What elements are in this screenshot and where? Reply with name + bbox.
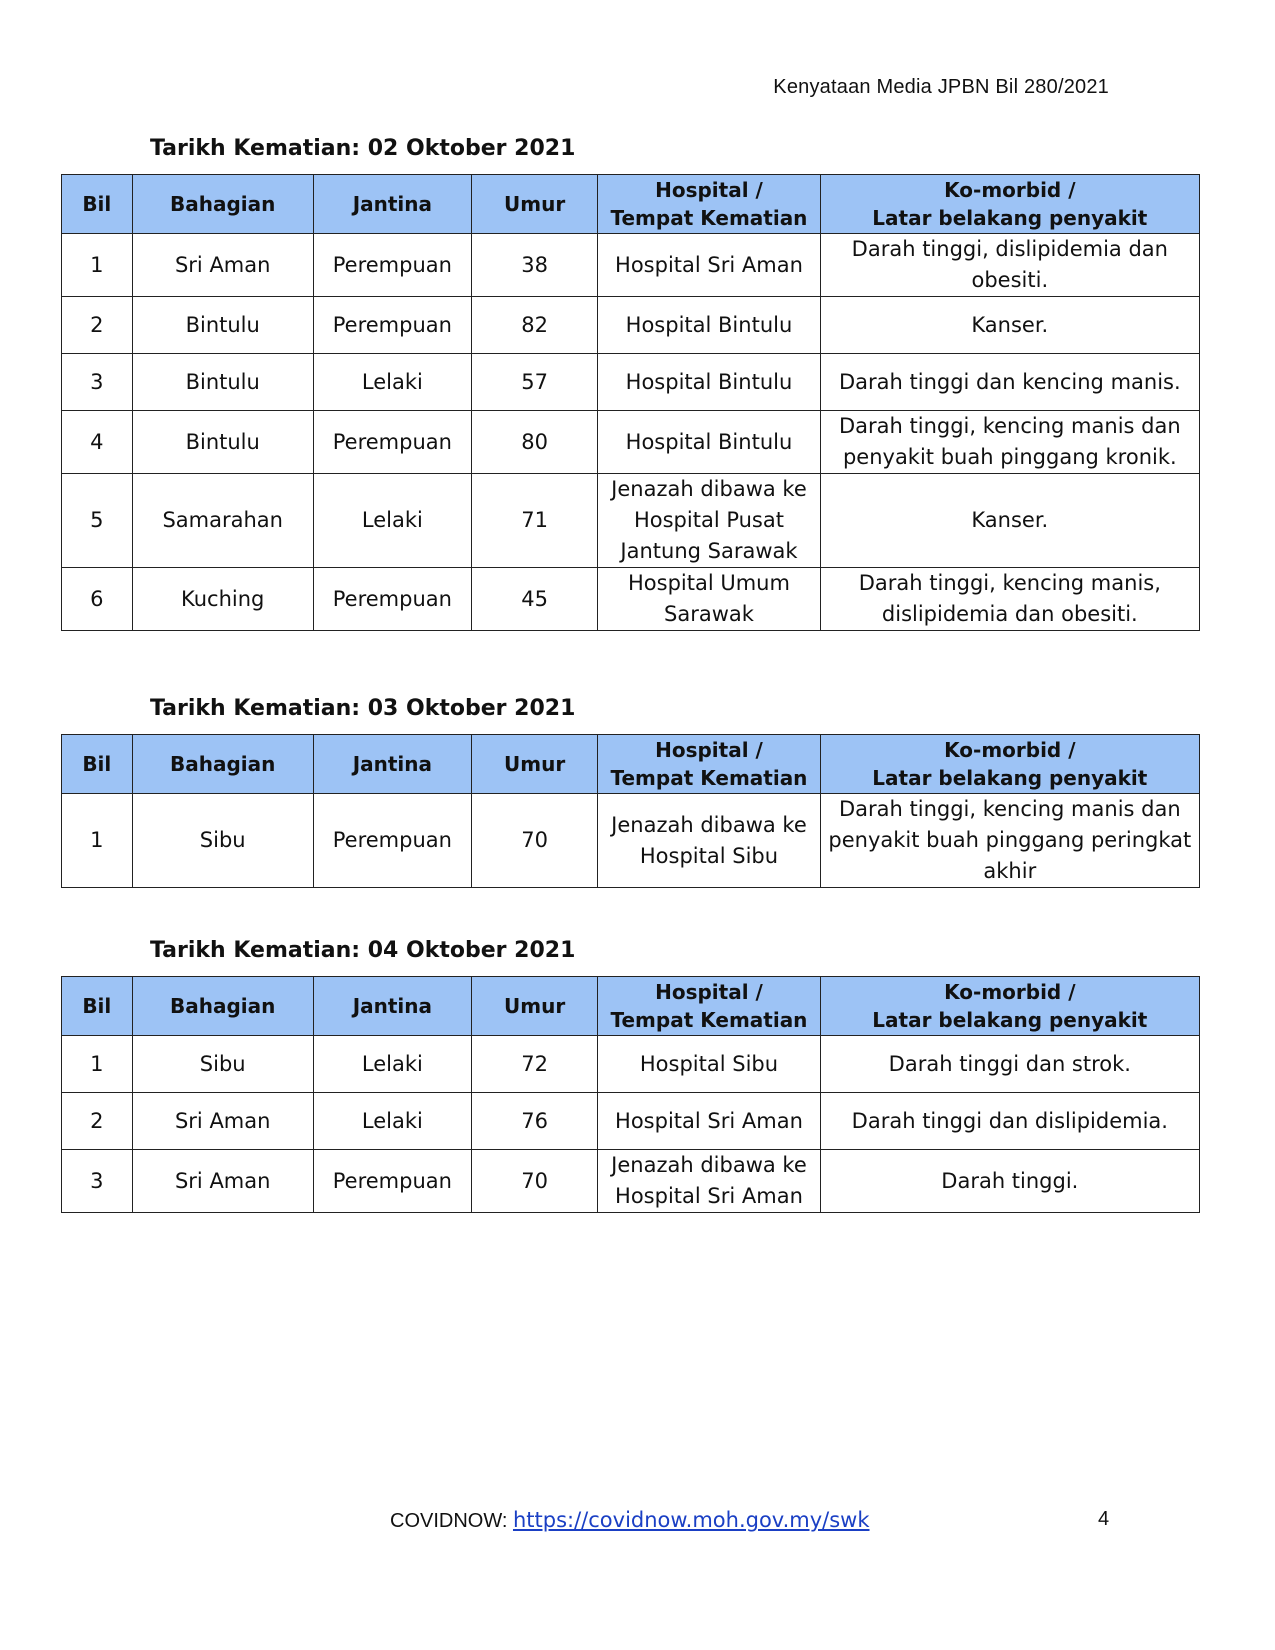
table-header-row [62,175,1200,234]
col-komorbid: Ko-morbid / Latar belakang penyakit [820,735,1199,794]
table-header-row [62,735,1200,794]
cell-jantina: Perempuan [313,297,471,354]
col-bahagian: Bahagian [132,735,313,794]
cell-hospital: Hospital Sri Aman [598,234,820,297]
cell-bil: 2 [62,1093,133,1150]
cell-umur: 76 [471,1093,597,1150]
cell-komorbid: Darah tinggi dan strok. [820,1036,1199,1093]
cell-komorbid: Darah tinggi, dislipidemia dan obesiti. [820,234,1199,297]
cell-bil: 2 [62,297,133,354]
cell-jantina: Perempuan [313,568,471,631]
cell-jantina: Perempuan [313,794,471,888]
cell-hospital: Jenazah dibawa ke Hospital Sri Aman [598,1150,820,1213]
col-jantina: Jantina [313,175,471,234]
col-jantina: Jantina [313,735,471,794]
cell-bil: 1 [62,234,133,297]
col-bil: Bil [62,977,133,1036]
covidnow-link[interactable]: https://covidnow.moh.gov.my/swk [512,1508,870,1532]
table-row [62,474,1200,568]
cell-bahagian: Sibu [132,794,313,888]
col-komorbid: Ko-morbid / Latar belakang penyakit [820,977,1199,1036]
cell-hospital: Hospital Bintulu [598,297,820,354]
cell-hospital: Jenazah dibawa ke Hospital Pusat Jantung Sarawak [598,474,820,568]
cell-bil: 5 [62,474,133,568]
col-hospital: Hospital / Tempat Kematian [598,977,820,1036]
cell-hospital: Jenazah dibawa ke Hospital Sibu [598,794,820,888]
section-title: Tarikh Kematian: 03 Oktober 2021 [150,696,576,721]
table-row [62,354,1200,411]
table-row [62,1093,1200,1150]
footer-label: COVIDNOW: [390,1510,508,1532]
table-row [62,1150,1200,1213]
cell-bahagian: Kuching [132,568,313,631]
section-title: Tarikh Kematian: 04 Oktober 2021 [150,938,576,963]
cell-umur: 70 [471,1150,597,1213]
cell-bahagian: Samarahan [132,474,313,568]
cell-jantina: Perempuan [313,234,471,297]
cell-bahagian: Bintulu [132,411,313,474]
cell-bahagian: Bintulu [132,354,313,411]
col-umur: Umur [471,735,597,794]
deaths-table [61,734,1200,888]
document-reference: Kenyataan Media JPBN Bil 280/2021 [773,76,1109,98]
cell-hospital: Hospital Umum Sarawak [598,568,820,631]
table-row [62,411,1200,474]
cell-bil: 3 [62,354,133,411]
col-bil: Bil [62,175,133,234]
cell-jantina: Perempuan [313,1150,471,1213]
section-04-oktober [61,936,1200,1213]
section-title: Tarikh Kematian: 02 Oktober 2021 [150,136,576,161]
cell-jantina: Perempuan [313,411,471,474]
cell-bahagian: Bintulu [132,297,313,354]
page-number: 4 [1098,1508,1110,1530]
footer [390,1508,870,1533]
cell-umur: 80 [471,411,597,474]
cell-hospital: Hospital Bintulu [598,354,820,411]
cell-bil: 1 [62,1036,133,1093]
col-jantina: Jantina [313,977,471,1036]
section-02-oktober [61,134,1200,631]
col-hospital: Hospital / Tempat Kematian [598,175,820,234]
deaths-table [61,174,1200,631]
cell-jantina: Lelaki [313,354,471,411]
col-bahagian: Bahagian [132,175,313,234]
col-umur: Umur [471,977,597,1036]
col-komorbid: Ko-morbid / Latar belakang penyakit [820,175,1199,234]
table-row [62,568,1200,631]
cell-hospital: Hospital Bintulu [598,411,820,474]
cell-bil: 6 [62,568,133,631]
cell-umur: 70 [471,794,597,888]
cell-komorbid: Kanser. [820,474,1199,568]
cell-hospital: Hospital Sibu [598,1036,820,1093]
cell-umur: 57 [471,354,597,411]
cell-umur: 38 [471,234,597,297]
cell-hospital: Hospital Sri Aman [598,1093,820,1150]
cell-bahagian: Sri Aman [132,1150,313,1213]
cell-jantina: Lelaki [313,1036,471,1093]
cell-bahagian: Sri Aman [132,1093,313,1150]
cell-bahagian: Sibu [132,1036,313,1093]
col-bahagian: Bahagian [132,977,313,1036]
cell-umur: 82 [471,297,597,354]
cell-komorbid: Darah tinggi. [820,1150,1199,1213]
cell-umur: 71 [471,474,597,568]
cell-komorbid: Kanser. [820,297,1199,354]
cell-komorbid: Darah tinggi, kencing manis, dislipidemia dan obesiti. [820,568,1199,631]
cell-bahagian: Sri Aman [132,234,313,297]
cell-jantina: Lelaki [313,1093,471,1150]
deaths-table [61,976,1200,1213]
table-row [62,794,1200,888]
col-hospital: Hospital / Tempat Kematian [598,735,820,794]
cell-umur: 45 [471,568,597,631]
cell-komorbid: Darah tinggi, kencing manis dan penyakit buah pinggang peringkat akhir [820,794,1199,888]
col-bil: Bil [62,735,133,794]
cell-bil: 3 [62,1150,133,1213]
cell-jantina: Lelaki [313,474,471,568]
section-03-oktober [61,694,1200,888]
col-umur: Umur [471,175,597,234]
table-row [62,297,1200,354]
cell-bil: 4 [62,411,133,474]
cell-bil: 1 [62,794,133,888]
table-row [62,234,1200,297]
cell-umur: 72 [471,1036,597,1093]
table-header-row [62,977,1200,1036]
table-row [62,1036,1200,1093]
cell-komorbid: Darah tinggi dan dislipidemia. [820,1093,1199,1150]
cell-komorbid: Darah tinggi, kencing manis dan penyakit buah pinggang kronik. [820,411,1199,474]
cell-komorbid: Darah tinggi dan kencing manis. [820,354,1199,411]
